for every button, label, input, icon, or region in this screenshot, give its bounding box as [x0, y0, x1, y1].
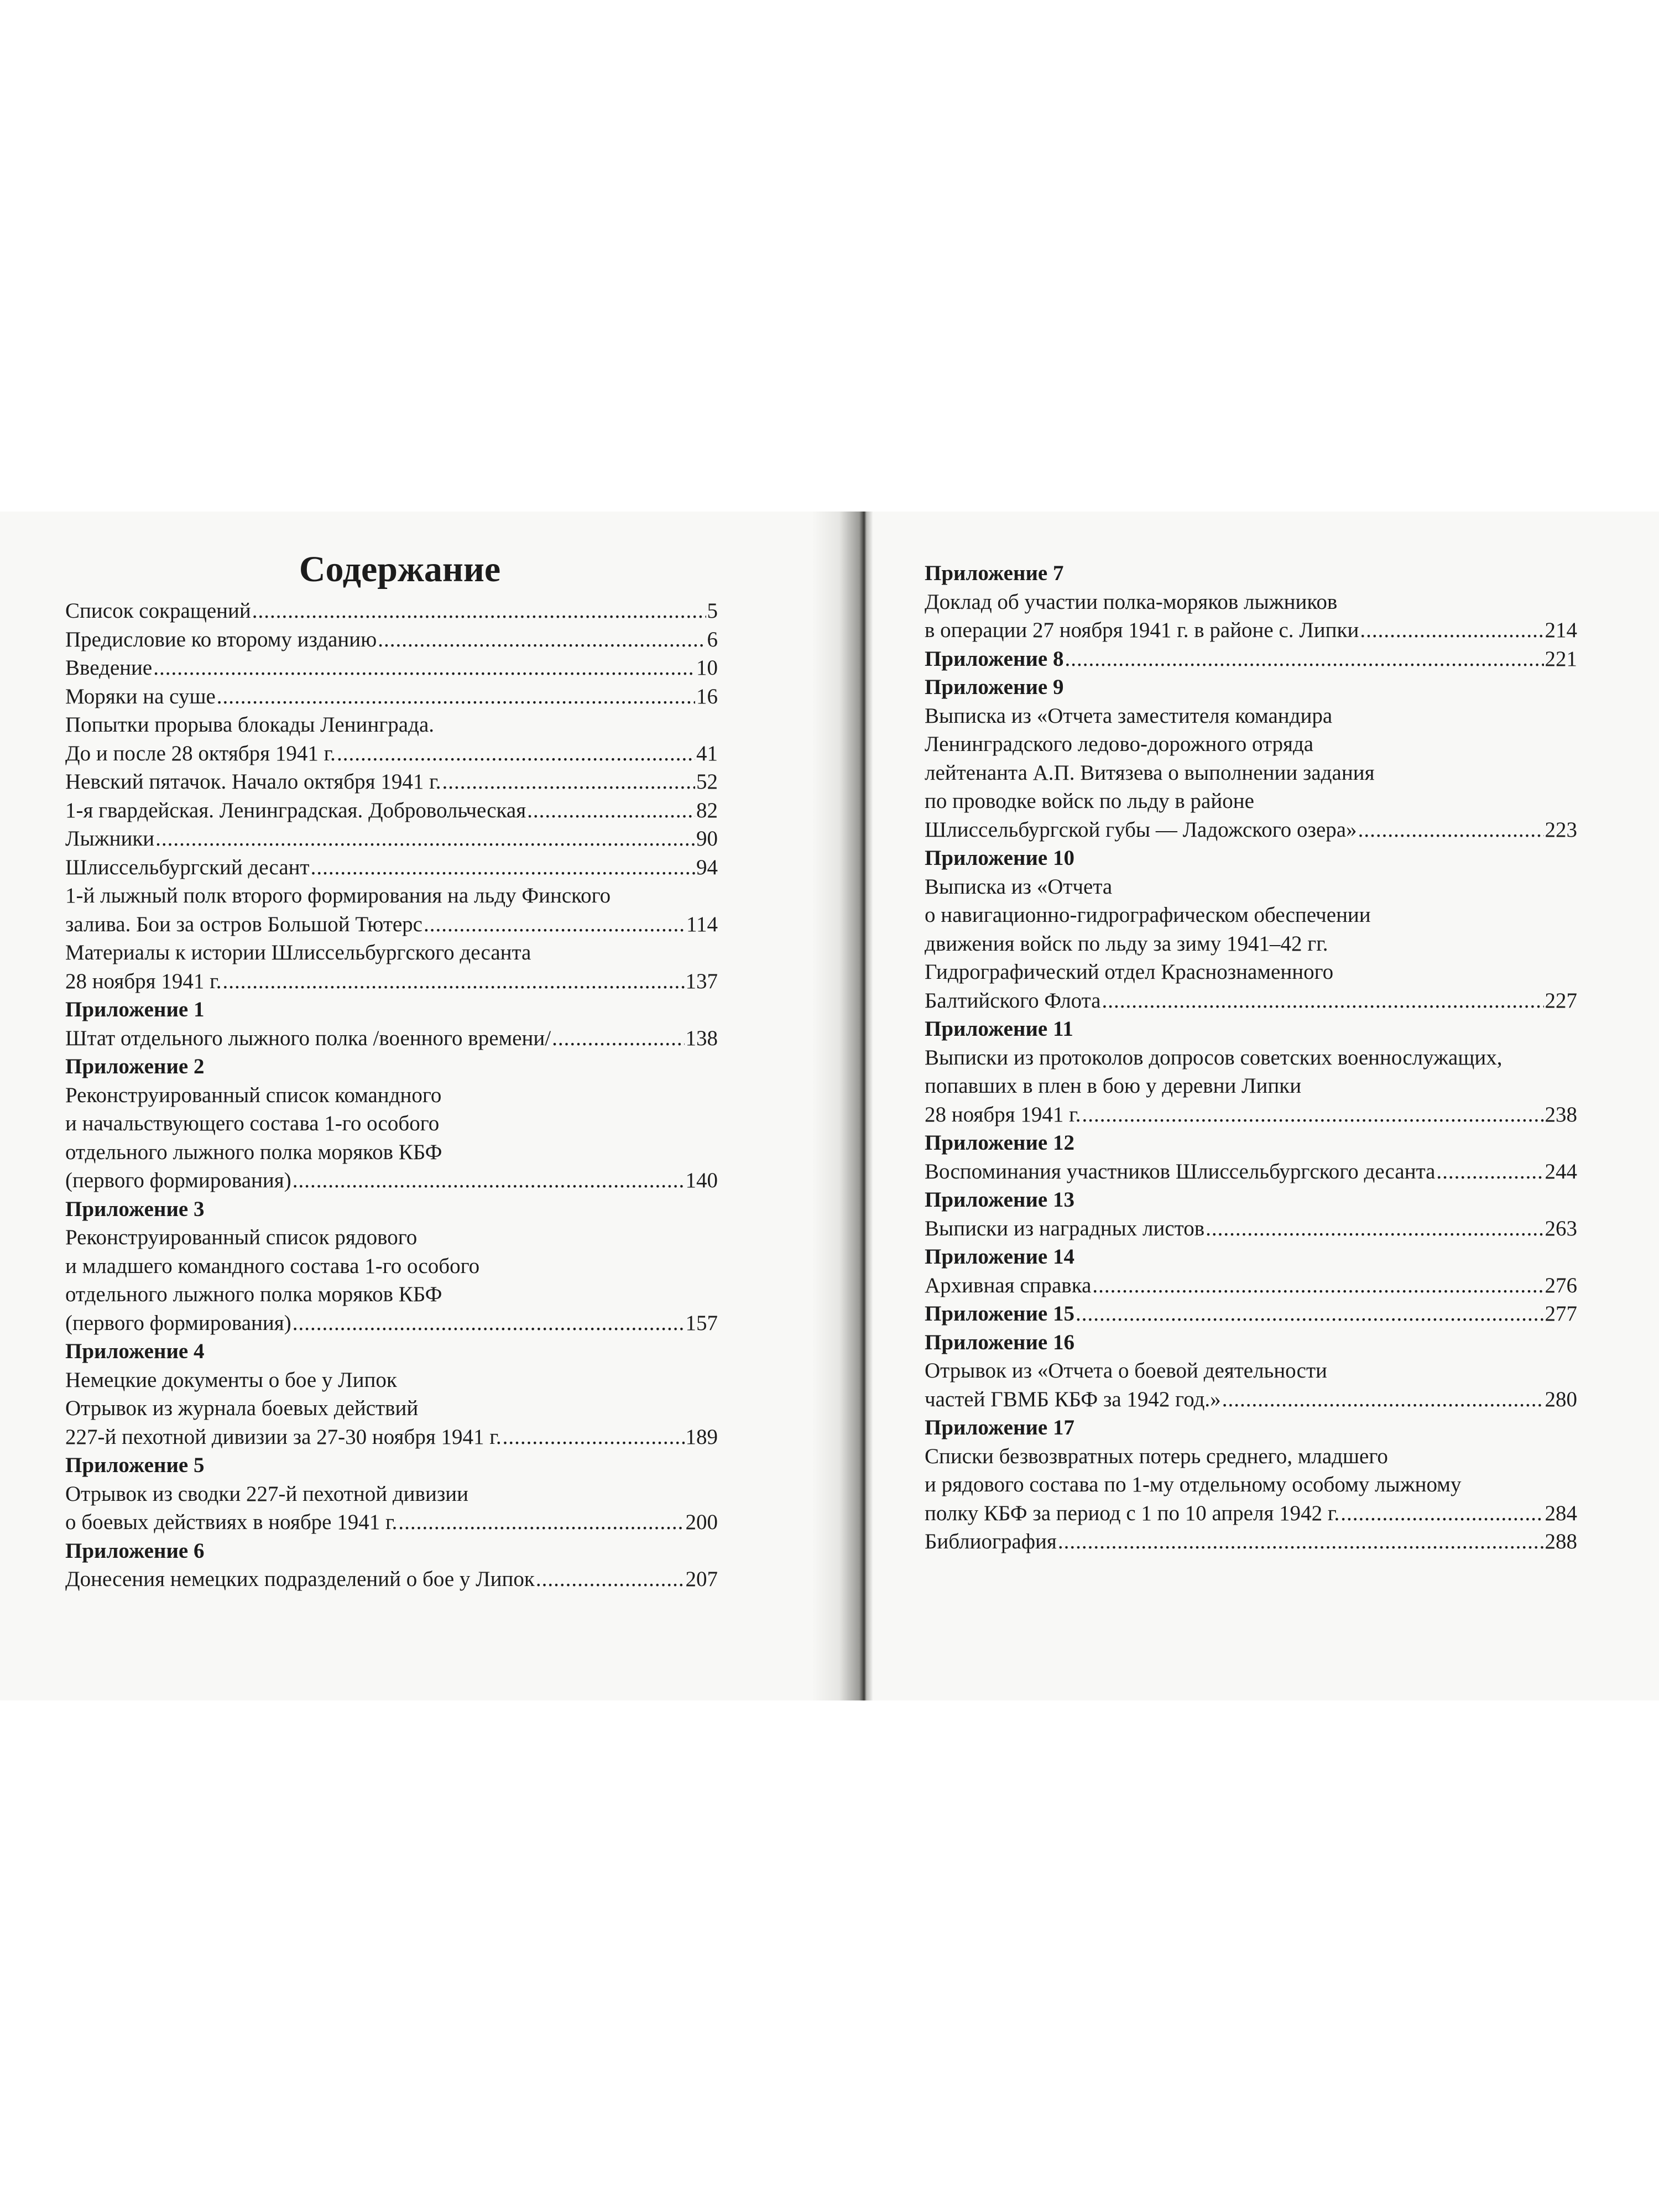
toc-entry-title: Введение [65, 656, 153, 680]
page-number: 6 [707, 627, 718, 651]
toc-entry-line: попавших в плен в бою у деревни Липки [925, 1074, 1302, 1098]
appendix-label: Приложение 17 [925, 1416, 1074, 1439]
toc-entry-line: и начальствующего состава 1-го особого [65, 1112, 440, 1135]
toc-entry [65, 739, 718, 768]
toc-entry-title: Моряки на суше [65, 684, 216, 708]
appendix-label: Приложение 7 [925, 561, 1064, 585]
toc-entry [65, 853, 718, 882]
toc-entry-line: отдельного лыжного полка моряков КБФ [65, 1282, 442, 1306]
page-number: 157 [685, 1311, 718, 1335]
toc-entry-line: Доклад об участии полка-моряков лыжников [925, 589, 1338, 614]
appendix-label: Приложение 13 [925, 1188, 1074, 1212]
page-number: 114 [686, 912, 718, 936]
toc-entry [65, 682, 718, 711]
appendix-label: Приложение 1 [65, 998, 205, 1021]
book-gutter [812, 512, 873, 1700]
page-number: 207 [685, 1567, 718, 1591]
page-number: 238 [1545, 1102, 1577, 1126]
dot-leader [1082, 1100, 1543, 1129]
toc-entry-line: Реконструированный список рядового [65, 1225, 418, 1249]
toc-entry [65, 967, 718, 996]
toc-entry [925, 1214, 1577, 1243]
toc-entry-title: Список сокращений [65, 599, 251, 623]
appendix-label: Приложение 8 [925, 646, 1064, 671]
toc-entry-title: До и после 28 октября 1941 г. [65, 741, 336, 765]
toc-entry [65, 625, 718, 654]
toc-entry-line: и рядового состава по 1-му отдельному особому лыжному [925, 1473, 1462, 1496]
page-number: 94 [696, 855, 718, 879]
appendix-label: Приложение 4 [65, 1339, 205, 1363]
dot-leader [252, 597, 706, 625]
toc-entry [65, 1166, 718, 1195]
dot-leader [1076, 1300, 1544, 1328]
dot-leader [311, 853, 695, 882]
toc-entry-title: залива. Бои за остров Большой Тютерс [65, 912, 422, 936]
toc-entry [925, 816, 1577, 844]
dot-leader [1358, 816, 1544, 844]
toc-entry-line: по проводке войск по льду в районе [925, 789, 1254, 813]
toc-entry-title: Балтийского Флота [925, 988, 1101, 1013]
book-spread [0, 512, 1659, 1700]
toc-entry-line: Списки безвозвратных потерь среднего, младшего [925, 1444, 1388, 1468]
left-page [65, 512, 718, 1594]
dot-leader [1092, 1271, 1543, 1300]
toc-entry [925, 1527, 1577, 1556]
toc-entry [65, 1565, 718, 1594]
toc-entry [65, 768, 718, 796]
page-number: 244 [1545, 1159, 1577, 1183]
toc-entry-title: в операции 27 ноября 1941 г. в районе с. Липки [925, 618, 1359, 642]
dot-leader [1436, 1157, 1543, 1186]
dot-leader [293, 1309, 685, 1338]
page-number: 214 [1545, 618, 1577, 642]
toc-entry-title: 227-й пехотной дивизии за 27-30 ноября 1941 г. [65, 1425, 502, 1449]
toc-entry-title: (первого формирования) [65, 1311, 291, 1335]
toc-entry [925, 1385, 1577, 1414]
dot-leader [337, 739, 695, 768]
page-number: 284 [1545, 1501, 1577, 1525]
page-number: 82 [696, 798, 718, 822]
page-number: 140 [685, 1168, 718, 1192]
appendix-label: Приложение 5 [65, 1453, 205, 1477]
page-number: 276 [1545, 1273, 1577, 1297]
toc-entry-title: (первого формирования) [65, 1168, 291, 1192]
toc-entry-line: Отрывок из журнала боевых действий [65, 1396, 419, 1420]
toc-entry-line: Материалы к истории Шлиссельбургского десанта [65, 941, 531, 964]
page-number: 280 [1545, 1387, 1577, 1411]
page-number: 223 [1545, 817, 1577, 842]
toc-entry-title: Воспоминания участников Шлиссельбургского десанта [925, 1159, 1436, 1183]
appendix-label: Приложение 15 [925, 1302, 1074, 1326]
page-number: 189 [685, 1425, 718, 1449]
toc-entry [65, 1024, 718, 1053]
toc-entry-title: 28 ноября 1941 г. [925, 1102, 1081, 1126]
toc-entry-line: Реконструированный список командного [65, 1083, 442, 1107]
page-number: 277 [1545, 1302, 1577, 1326]
toc-entry-title: 1-я гвардейская. Ленинградская. Добровольческая [65, 798, 526, 822]
toc-entry [925, 1300, 1577, 1328]
toc-entry-line: Ленинградского ледово-дорожного отряда [925, 732, 1314, 756]
toc-entry-line: о навигационно-гидрографическом обеспечении [925, 903, 1371, 927]
dot-leader [1222, 1385, 1544, 1414]
toc-entry-line: Выписка из «Отчета [925, 874, 1113, 899]
dot-leader [153, 654, 695, 682]
right-page-top-margin [925, 512, 1577, 559]
appendix-label: Приложение 6 [65, 1538, 205, 1563]
dot-leader [222, 967, 684, 996]
dot-leader [217, 682, 695, 711]
toc-entry [65, 825, 718, 853]
toc-entry [65, 796, 718, 825]
toc-entry-line: Отрывок из «Отчета о боевой деятельности [925, 1359, 1327, 1383]
toc-entry [925, 1157, 1577, 1186]
dot-leader [536, 1565, 685, 1594]
page-number: 288 [1545, 1530, 1577, 1553]
appendix-label: Приложение 12 [925, 1131, 1074, 1155]
toc-entry [925, 1271, 1577, 1300]
right-page [925, 512, 1577, 1556]
toc-entry-line: Выписка из «Отчета заместителя командира [925, 703, 1333, 728]
toc-entry-title: Библиография [925, 1530, 1057, 1553]
toc-entry [925, 616, 1577, 645]
toc-entry-title: Донесения немецких подразделений о бое у Липок [65, 1567, 535, 1591]
page-number: 16 [696, 684, 718, 708]
toc-entry-title: полку КБФ за период с 1 по 10 апреля 1942 г. [925, 1501, 1340, 1525]
appendix-label: Приложение 9 [925, 675, 1064, 699]
dot-leader [552, 1024, 684, 1053]
toc-entry-line: движения войск по льду за зиму 1941–42 гг. [925, 931, 1328, 956]
toc-entry-line: 1-й лыжный полк второго формирования на льду Финского [65, 884, 611, 907]
toc-entry [65, 1309, 718, 1338]
toc-entry-title: о боевых действиях в ноябре 1941 г. [65, 1510, 398, 1534]
appendix-label: Приложение 14 [925, 1245, 1074, 1269]
toc-entry [925, 1499, 1577, 1528]
toc-entry-line: Немецкие документы о бое у Липок [65, 1368, 397, 1392]
appendix-label: Приложение 3 [65, 1197, 205, 1221]
toc-entry-line: Отрывок из сводки 227-й пехотной дивизии [65, 1481, 468, 1506]
toc-entry-line: лейтенанта А.П. Витязева о выполнении задания [925, 760, 1375, 785]
toc-entry-title: Штат отдельного лыжного полка /военного времени/ [65, 1026, 551, 1050]
toc-entry-title: частей ГВМБ КБФ за 1942 год.» [925, 1387, 1221, 1411]
appendix-label: Приложение 16 [925, 1330, 1074, 1354]
dot-leader [1360, 616, 1543, 645]
page-number: 138 [685, 1026, 718, 1050]
toc-list-right [925, 559, 1577, 1556]
dot-leader [398, 1508, 684, 1537]
toc-entry [65, 910, 718, 939]
toc-entry-title: Шлиссельбургский десант [65, 855, 310, 879]
toc-entry-title: Лыжники [65, 827, 155, 851]
toc-list-left [65, 597, 718, 1594]
page-number: 263 [1545, 1216, 1577, 1240]
page-number: 200 [685, 1510, 718, 1534]
dot-leader [442, 768, 695, 796]
dot-leader [155, 825, 695, 853]
page-number: 90 [696, 827, 718, 851]
toc-entry [925, 987, 1577, 1015]
page-number: 137 [685, 969, 718, 993]
toc-entry-line: Выписки из протоколов допросов советских военнослужащих, [925, 1045, 1503, 1070]
page-number: 10 [696, 656, 718, 680]
page-number: 5 [707, 599, 718, 623]
toc-entry-line: отдельного лыжного полка моряков КБФ [65, 1140, 442, 1164]
toc-entry-line: и младшего командного состава 1-го особого [65, 1254, 480, 1278]
toc-entry-title: Выписки из наградных листов [925, 1216, 1205, 1240]
dot-leader [1065, 645, 1543, 674]
toc-entry [925, 1100, 1577, 1129]
toc-entry-title: Предисловие ко второму изданию [65, 627, 377, 651]
dot-leader [503, 1423, 685, 1452]
page-number: 52 [696, 770, 718, 794]
toc-entry [925, 645, 1577, 674]
page-number: 41 [696, 741, 718, 765]
toc-entry-line: Попытки прорыва блокады Ленинграда. [65, 713, 434, 737]
page-number: 227 [1545, 988, 1577, 1013]
toc-entry [65, 1508, 718, 1537]
dot-leader [1206, 1214, 1543, 1243]
dot-leader [293, 1166, 685, 1195]
toc-entry-title: 28 ноября 1941 г. [65, 969, 222, 993]
page-title: Содержание [299, 549, 501, 589]
appendix-label: Приложение 10 [925, 846, 1074, 870]
dot-leader [378, 625, 706, 654]
dot-leader [1102, 987, 1544, 1015]
appendix-label: Приложение 2 [65, 1055, 205, 1078]
appendix-label: Приложение 11 [925, 1017, 1073, 1041]
toc-entry-title: Шлиссельбургской губы — Ладожского озера» [925, 817, 1357, 842]
toc-entry [65, 597, 718, 625]
dot-leader [424, 910, 685, 939]
toc-entry-title: Архивная справка [925, 1273, 1092, 1297]
dot-leader [1058, 1527, 1544, 1556]
page-number: 221 [1545, 646, 1577, 671]
toc-entry [65, 654, 718, 682]
dot-leader [527, 796, 695, 825]
dot-leader [1340, 1499, 1543, 1528]
toc-entry-line: Гидрографический отдел Краснознаменного [925, 960, 1334, 984]
toc-entry [65, 1423, 718, 1452]
toc-entry-title: Невский пятачок. Начало октября 1941 г. [65, 770, 441, 794]
